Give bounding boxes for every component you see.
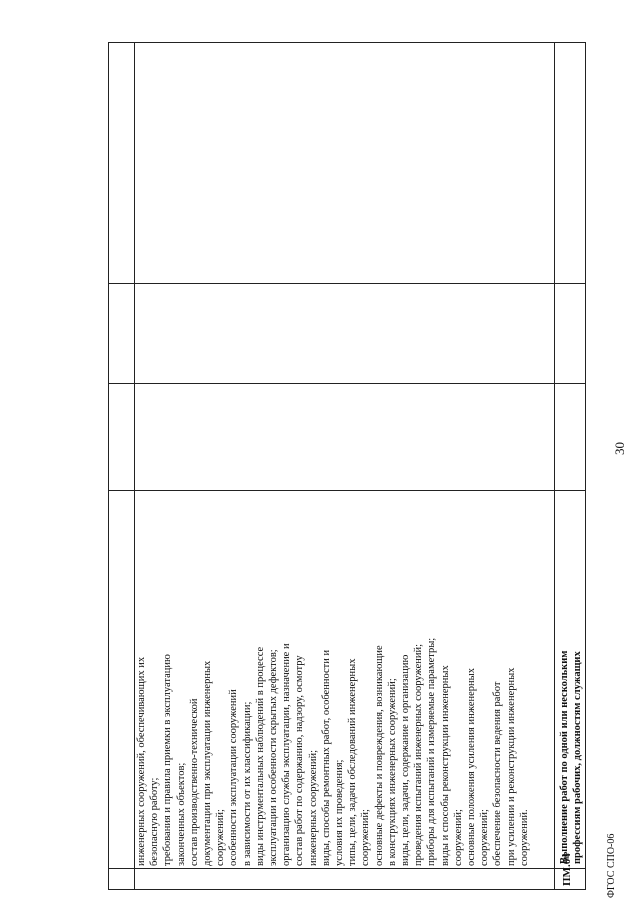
knowledge-line: состав производственно-технической	[188, 698, 200, 866]
knowledge-line: инженерных сооружений;	[307, 749, 319, 866]
knowledge-line: безопасную работу;	[149, 777, 161, 866]
knowledge-line: виды, цели, задачи, содержание и организацию	[400, 654, 412, 866]
knowledge-line: виды, способы ремонтных работ, особенности и	[320, 649, 332, 866]
knowledge-line: обеспечение безопасности ведения работ	[492, 681, 504, 866]
knowledge-line: в конструкциях инженерных сооружений;	[386, 678, 398, 866]
column-divider	[109, 383, 585, 384]
footer-standard: ФГОС СПО-06	[606, 833, 617, 898]
knowledge-line: требования и правила приемки в эксплуатацию	[162, 654, 174, 866]
knowledge-line: при усилении и реконструкции инженерных	[505, 667, 517, 866]
knowledge-line: документации при эксплуатации инженерных	[202, 660, 214, 866]
knowledge-line: состав работ по содержанию, надзору, осмотру	[294, 655, 306, 866]
knowledge-line: сооружений.	[518, 809, 530, 866]
column-divider	[109, 490, 585, 491]
row-divider	[554, 43, 555, 889]
knowledge-line: сооружений;	[479, 809, 491, 866]
knowledge-line: организацию службы эксплуатации, назначение и	[281, 643, 293, 866]
knowledge-line: сооружений;	[360, 809, 372, 866]
knowledge-line: виды инструментальных наблюдений в процессе	[254, 646, 266, 866]
column-divider	[109, 868, 585, 869]
column-divider	[109, 283, 585, 284]
knowledge-list	[135, 638, 531, 866]
pm-code: ПМ.04	[561, 853, 573, 886]
knowledge-line: эксплуатации и особенности скрытых дефектов;	[268, 649, 280, 866]
knowledge-line: основные дефекты и повреждения, возникающие	[373, 645, 385, 866]
knowledge-line: сооружений;	[215, 809, 227, 866]
knowledge-line: особенности эксплуатации сооружений	[228, 689, 240, 866]
knowledge-line: типы, цели, задачи обследований инженерных	[347, 658, 359, 866]
knowledge-line: виды и способы реконструкции инженерных	[439, 665, 451, 866]
knowledge-line: приборы для испытаний и измеряемые параметры;	[426, 637, 438, 866]
knowledge-line: сооружений;	[452, 809, 464, 866]
page-number: 30	[612, 442, 627, 455]
pm-title	[558, 651, 584, 864]
knowledge-line: проведения испытаний инженерных сооружений;	[413, 643, 425, 866]
pm-title-line: профессиям рабочих, должностям служащих	[572, 651, 583, 864]
knowledge-line: основные положения усиления инженерных	[466, 668, 478, 866]
knowledge-line: в зависимости от их классификации;	[241, 701, 253, 866]
pm-title-line: Выполнение работ по одной или нескольким	[559, 650, 570, 864]
knowledge-line: законченных объектов;	[175, 762, 187, 866]
knowledge-line: условия их проведения;	[334, 759, 346, 866]
knowledge-line: инженерных сооружений, обеспечивающих их	[136, 656, 147, 866]
competency-table	[108, 42, 586, 890]
